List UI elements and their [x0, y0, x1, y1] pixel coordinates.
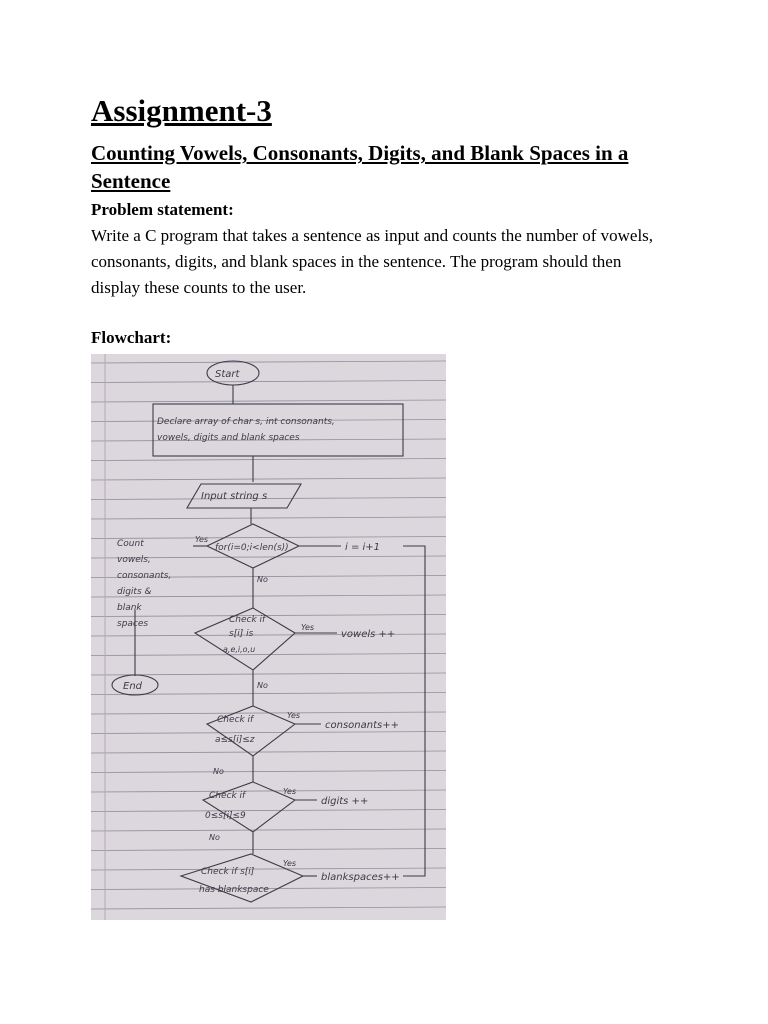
check-vowel-label-3: a,e,i,o,u [223, 645, 256, 654]
flowchart-heading: Flowchart: [91, 328, 172, 347]
check-digit-label-2: 0≤s[i]≤9 [205, 811, 246, 821]
blank-yes-label: Yes [283, 859, 297, 868]
assignment-title: Assignment-3 [91, 93, 272, 128]
check-vowel-label-1: Check if [229, 615, 266, 625]
consonant-no-label: No [213, 767, 224, 776]
input-label: Input string s [201, 491, 268, 502]
vowel-no-label: No [257, 681, 268, 690]
assignment-subtitle: Counting Vowels, Consonants, Digits, and Blank Spaces in a Sentence [91, 141, 629, 193]
declare-label: Declare array of char s, int consonants, vowels, digits and blank spaces [157, 417, 335, 443]
start-label: Start [215, 369, 240, 380]
consonant-yes-label: Yes [287, 711, 301, 720]
problem-statement-text: Write a C program that takes a sentence as input and counts the number of vowels, consonants, digits, and blank spaces in the sentence. The program should then display these counts to the user. [91, 226, 654, 297]
output-label: Count vowels, consonants, digits & blank spaces [117, 539, 172, 629]
blank-action-label: blankspaces++ [321, 872, 400, 883]
vowel-action-label: vowels ++ [341, 629, 396, 640]
loop-yes-label: Yes [195, 535, 209, 544]
loop-no-label: No [257, 575, 268, 584]
check-consonant-label-1: Check if [217, 715, 254, 725]
check-blank-label-1: Check if s[i] [201, 867, 255, 877]
digit-yes-label: Yes [283, 787, 297, 796]
increment-label: i = i+1 [345, 542, 381, 553]
vowel-yes-label: Yes [301, 623, 315, 632]
problem-statement-heading: Problem statement: [91, 200, 234, 219]
check-consonant-label-2: a≤s[i]≤z [215, 735, 255, 745]
digit-no-label: No [209, 833, 220, 842]
flowchart-photo [91, 354, 446, 920]
check-digit-label-1: Check if [209, 791, 246, 801]
digit-action-label: digits ++ [321, 796, 369, 807]
check-vowel-label-2: s[i] is [229, 629, 254, 639]
check-blank-label-2: has blankspace [199, 885, 269, 895]
loop-label: for(i=0;i<len(s)) [215, 543, 289, 553]
handwritten-flowchart [91, 354, 446, 920]
end-label: End [123, 681, 143, 692]
consonant-action-label: consonants++ [325, 720, 399, 731]
